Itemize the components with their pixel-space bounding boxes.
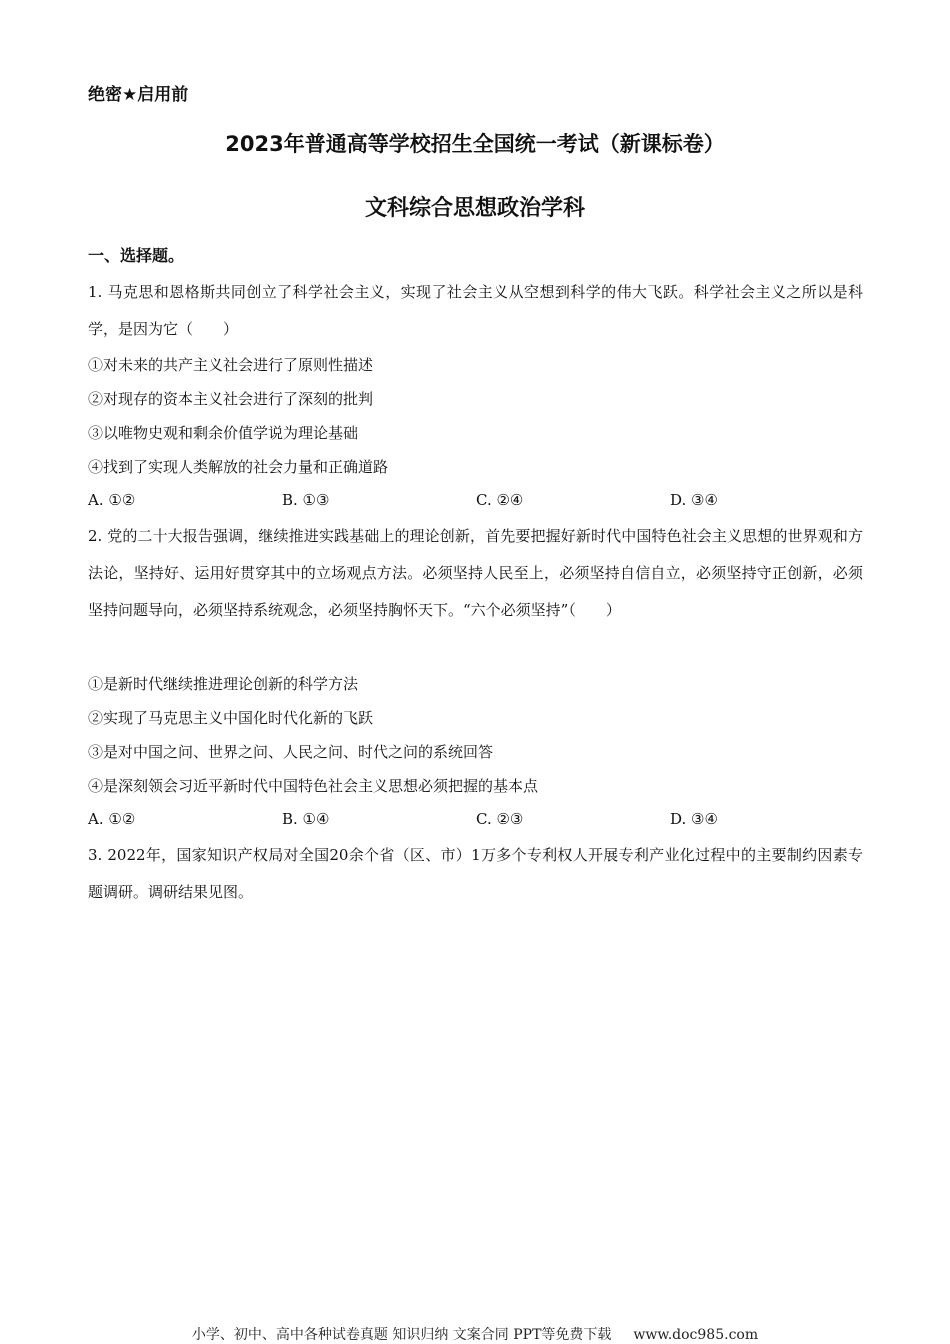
question-2-statement-1: ①是新时代继续推进理论创新的科学方法 bbox=[88, 675, 359, 693]
question-1-option-d[interactable]: D. ③④ bbox=[670, 491, 718, 509]
question-1-options bbox=[88, 491, 868, 511]
question-2-statement-3: ③是对中国之问、世界之问、人民之问、时代之问的系统回答 bbox=[88, 743, 494, 761]
exam-title: 2023年普通高等学校招生全国统一考试（新课标卷） bbox=[225, 132, 725, 156]
question-2-option-c[interactable]: C. ②③ bbox=[476, 810, 524, 828]
question-2-option-a[interactable]: A. ①② bbox=[88, 810, 136, 828]
question-1-option-c[interactable]: C. ②④ bbox=[476, 491, 524, 509]
question-1-statement-3: ③以唯物史观和剩余价值学说为理论基础 bbox=[88, 424, 359, 442]
question-1-statement-2: ②对现存的资本主义社会进行了深刻的批判 bbox=[88, 390, 374, 408]
section-heading: 一、选择题。 bbox=[88, 246, 185, 265]
question-2-stem: 2. 党的二十大报告强调，继续推进实践基础上的理论创新，首先要把握好新时代中国特色社会主义思想的世界观和方法论，坚持好、运用好贯穿其中的立场观点方法。必须坚持人民至上，必须坚持自信自立，必须坚持守正创新，必须坚持问题导向，必须坚持系统观念，必须坚持胸怀天下。“六个必须坚持”（ ） bbox=[88, 527, 863, 619]
page-footer bbox=[0, 1324, 950, 1344]
question-2-option-b[interactable]: B. ①④ bbox=[282, 810, 330, 828]
question-1-option-a[interactable]: A. ①② bbox=[88, 491, 136, 509]
question-2-options bbox=[88, 810, 868, 830]
confidential-label: 绝密★启用前 bbox=[88, 85, 189, 105]
question-1-statement-4: ④找到了实现人类解放的社会力量和正确道路 bbox=[88, 458, 389, 476]
question-3-stem: 3. 2022年，国家知识产权局对全国20余个省（区、市）1万多个专利权人开展专利产业化过程中的主要制约因素专题调研。调研结果见图。 bbox=[88, 846, 863, 901]
exam-subtitle: 文科综合思想政治学科 bbox=[364, 196, 585, 221]
question-2-option-d[interactable]: D. ③④ bbox=[670, 810, 718, 828]
question-2-statement-4: ④是深刻领会习近平新时代中国特色社会主义思想必须把握的基本点 bbox=[88, 777, 539, 795]
question-2-statement-2: ②实现了马克思主义中国化时代化新的飞跃 bbox=[88, 709, 374, 727]
question-1-stem: 1. 马克思和恩格斯共同创立了科学社会主义，实现了社会主义从空想到科学的伟大飞跃。科学社会主义之所以是科学，是因为它（ ） bbox=[88, 283, 863, 338]
footer-site-link[interactable]: www.doc985.com bbox=[633, 1327, 759, 1343]
question-1-option-b[interactable]: B. ①③ bbox=[282, 491, 330, 509]
question-1-statement-1: ①对未来的共产主义社会进行了原则性描述 bbox=[88, 356, 374, 374]
footer-text: 小学、初中、高中各种试卷真题 知识归纳 文案合同 PPT等免费下载 bbox=[191, 1327, 612, 1343]
